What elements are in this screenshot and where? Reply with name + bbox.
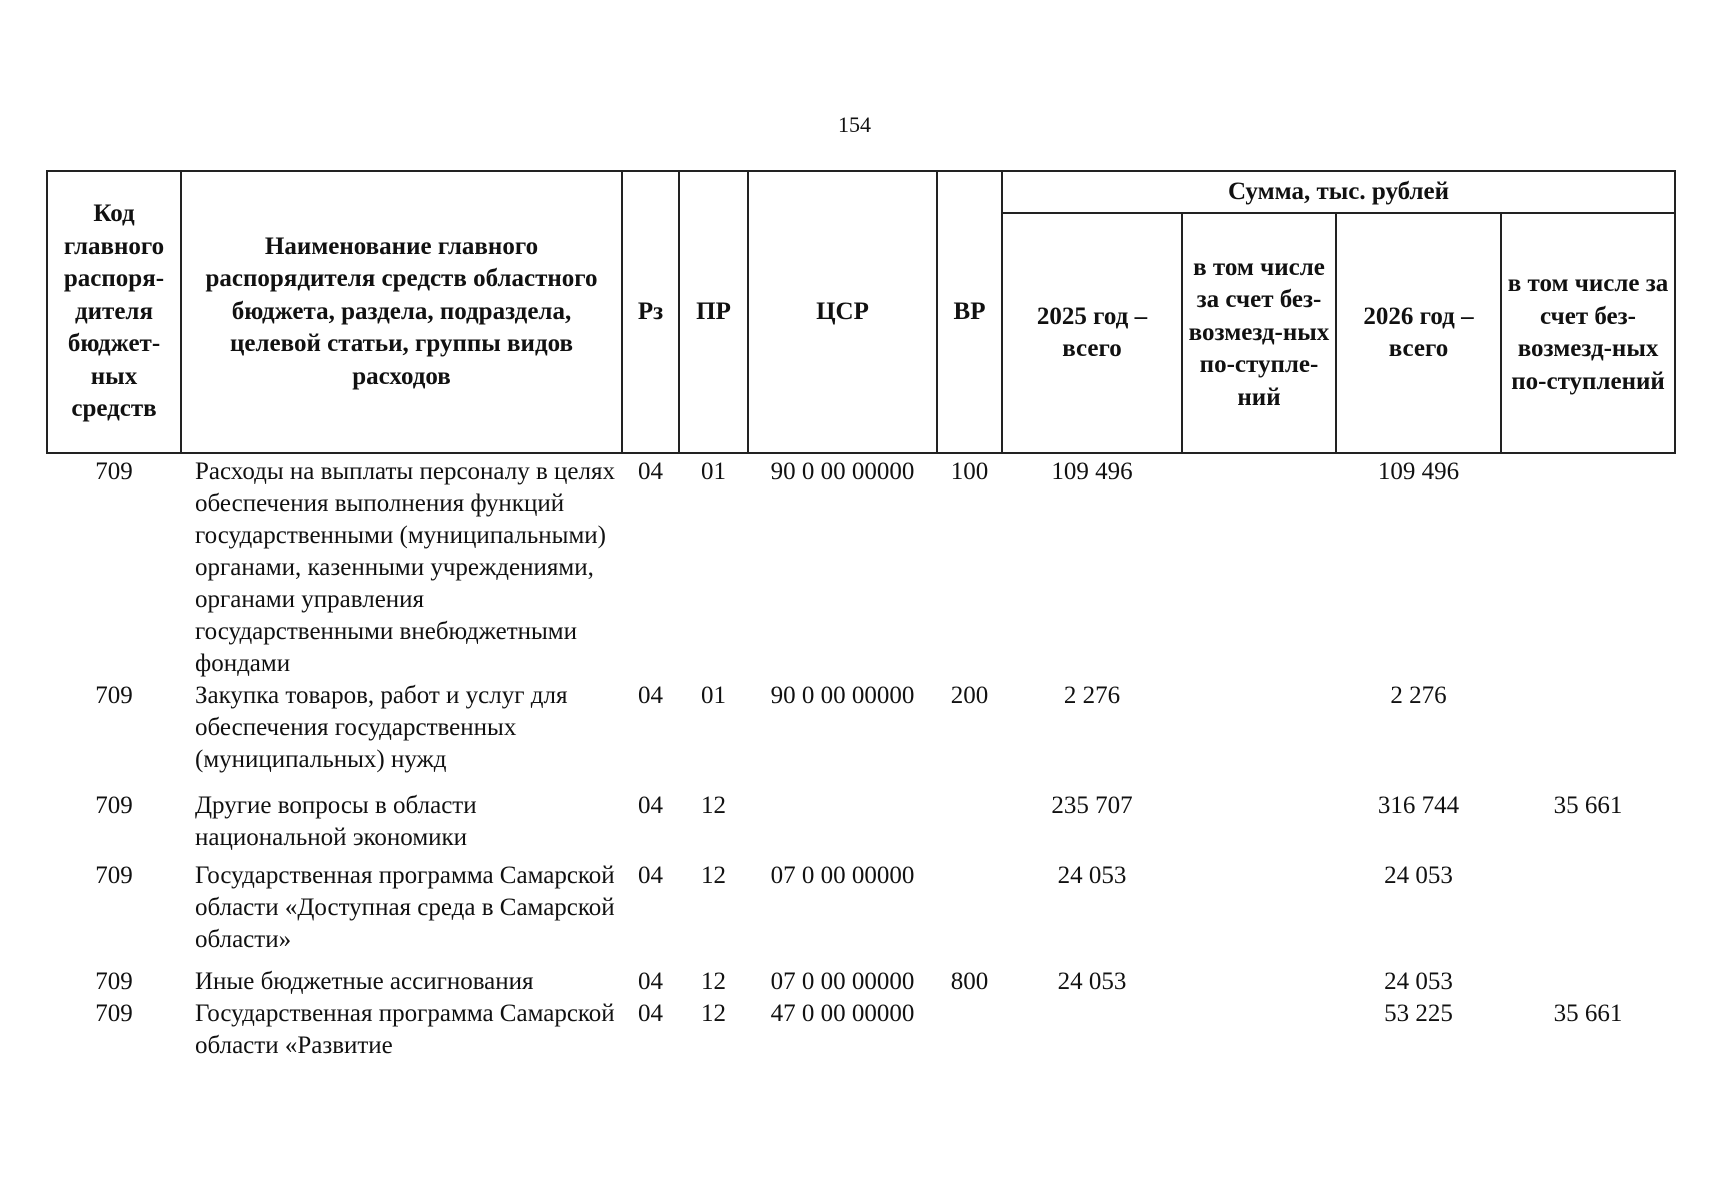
cell-code: 709 [95, 862, 133, 889]
cell-name: Государственная программа Самарской области «Доступная среда в Самарской области» [195, 862, 615, 953]
cell-csr: 90 0 00 00000 [770, 458, 915, 485]
cell-2025-total: 235 707 [1051, 792, 1133, 819]
cell-2025-total: 24 053 [1057, 862, 1127, 889]
table-row [47, 680, 1675, 776]
cell-2025-grants [1182, 854, 1336, 956]
cell-csr: 90 0 00 00000 [770, 682, 915, 709]
cell-2026-grants: 35 661 [1553, 1000, 1623, 1027]
cell-2025-total: 24 053 [1057, 968, 1127, 995]
cell-rz: 04 [638, 792, 663, 819]
table-row [47, 854, 1675, 956]
header-csr: ЦСР [748, 171, 937, 453]
cell-csr: 07 0 00 00000 [770, 862, 915, 889]
cell-code: 709 [95, 968, 133, 995]
cell-2025-grants [1182, 956, 1336, 998]
cell-2025-grants [1182, 776, 1336, 854]
cell-2025-grants [1182, 680, 1336, 776]
table-row [47, 956, 1675, 998]
cell-2026-total: 24 053 [1384, 968, 1453, 995]
cell-vr: 100 [950, 458, 989, 485]
header-2026-total: 2026 год – всего [1336, 213, 1501, 453]
cell-pr: 12 [701, 1000, 726, 1027]
table-row [47, 453, 1675, 680]
cell-2025-total: 2 276 [1063, 682, 1121, 709]
header-rz: Рз [622, 171, 679, 453]
cell-2026-grants: 35 661 [1553, 792, 1623, 819]
cell-code: 709 [95, 1000, 133, 1027]
cell-vr [937, 776, 1002, 854]
cell-pr: 12 [701, 968, 726, 995]
cell-name: Другие вопросы в области национальной экономики [195, 792, 477, 851]
cell-code: 709 [95, 458, 133, 485]
header-name: Наименование главного распорядителя средств областного бюджета, раздела, подраздела, целевой статьи, группы видов расходов [181, 171, 622, 453]
cell-name: Иные бюджетные ассигнования [195, 968, 534, 995]
header-vr: ВР [937, 171, 1002, 453]
header-code: Код главного распоря-дителя бюджет-ных средств [47, 171, 181, 453]
cell-2026-grants [1501, 854, 1675, 956]
table-row [47, 998, 1675, 1062]
cell-vr: 200 [950, 682, 989, 709]
cell-2025-grants [1182, 453, 1336, 680]
table-body [47, 453, 1675, 1062]
cell-csr: 07 0 00 00000 [770, 968, 915, 995]
cell-vr: 800 [950, 968, 989, 995]
cell-vr [937, 998, 1002, 1062]
header-2025-total: 2025 год – всего [1002, 213, 1182, 453]
cell-pr: 01 [701, 682, 726, 709]
cell-code: 709 [95, 682, 133, 709]
cell-code: 709 [95, 792, 133, 819]
cell-2026-grants [1501, 453, 1675, 680]
header-2026-grants: в том числе за счет без-возмезд-ных по-ступлений [1501, 213, 1675, 453]
cell-rz: 04 [638, 968, 663, 995]
cell-vr [937, 854, 1002, 956]
cell-name: Государственная программа Самарской области «Развитие [195, 1000, 615, 1059]
cell-pr: 12 [701, 792, 726, 819]
cell-rz: 04 [638, 458, 663, 485]
cell-2026-grants [1501, 956, 1675, 998]
header-sum-group: Сумма, тыс. рублей [1002, 171, 1675, 213]
page-number: 154 [838, 112, 871, 137]
cell-2026-total: 109 496 [1377, 458, 1460, 485]
cell-name: Расходы на выплаты персоналу в целях обеспечения выполнения функций государственными (муниципальными) органами, казенными учреждениями, органами управления государственными внебюджетными фондами [195, 458, 615, 677]
cell-rz: 04 [638, 1000, 663, 1027]
cell-rz: 04 [638, 682, 663, 709]
cell-rz: 04 [638, 862, 663, 889]
cell-pr: 01 [701, 458, 726, 485]
table-row [47, 776, 1675, 854]
cell-2025-grants [1182, 998, 1336, 1062]
budget-table [46, 170, 1676, 1062]
cell-2026-total: 316 744 [1377, 792, 1460, 819]
cell-2026-total: 2 276 [1390, 682, 1447, 709]
cell-2026-total: 24 053 [1384, 862, 1453, 889]
cell-2025-total: 109 496 [1051, 458, 1133, 485]
cell-pr: 12 [701, 862, 726, 889]
header-2025-grants: в том числе за счет без-возмезд-ных по-ступле-ний [1182, 213, 1336, 453]
header-pr: ПР [679, 171, 748, 453]
cell-csr [748, 776, 937, 854]
cell-2026-total: 53 225 [1384, 1000, 1453, 1027]
cell-name: Закупка товаров, работ и услуг для обеспечения государственных (муниципальных) нужд [195, 682, 568, 773]
cell-2026-grants [1501, 680, 1675, 776]
cell-csr: 47 0 00 00000 [770, 1000, 915, 1027]
cell-2025-total [1002, 998, 1182, 1062]
table-header [47, 171, 1675, 453]
